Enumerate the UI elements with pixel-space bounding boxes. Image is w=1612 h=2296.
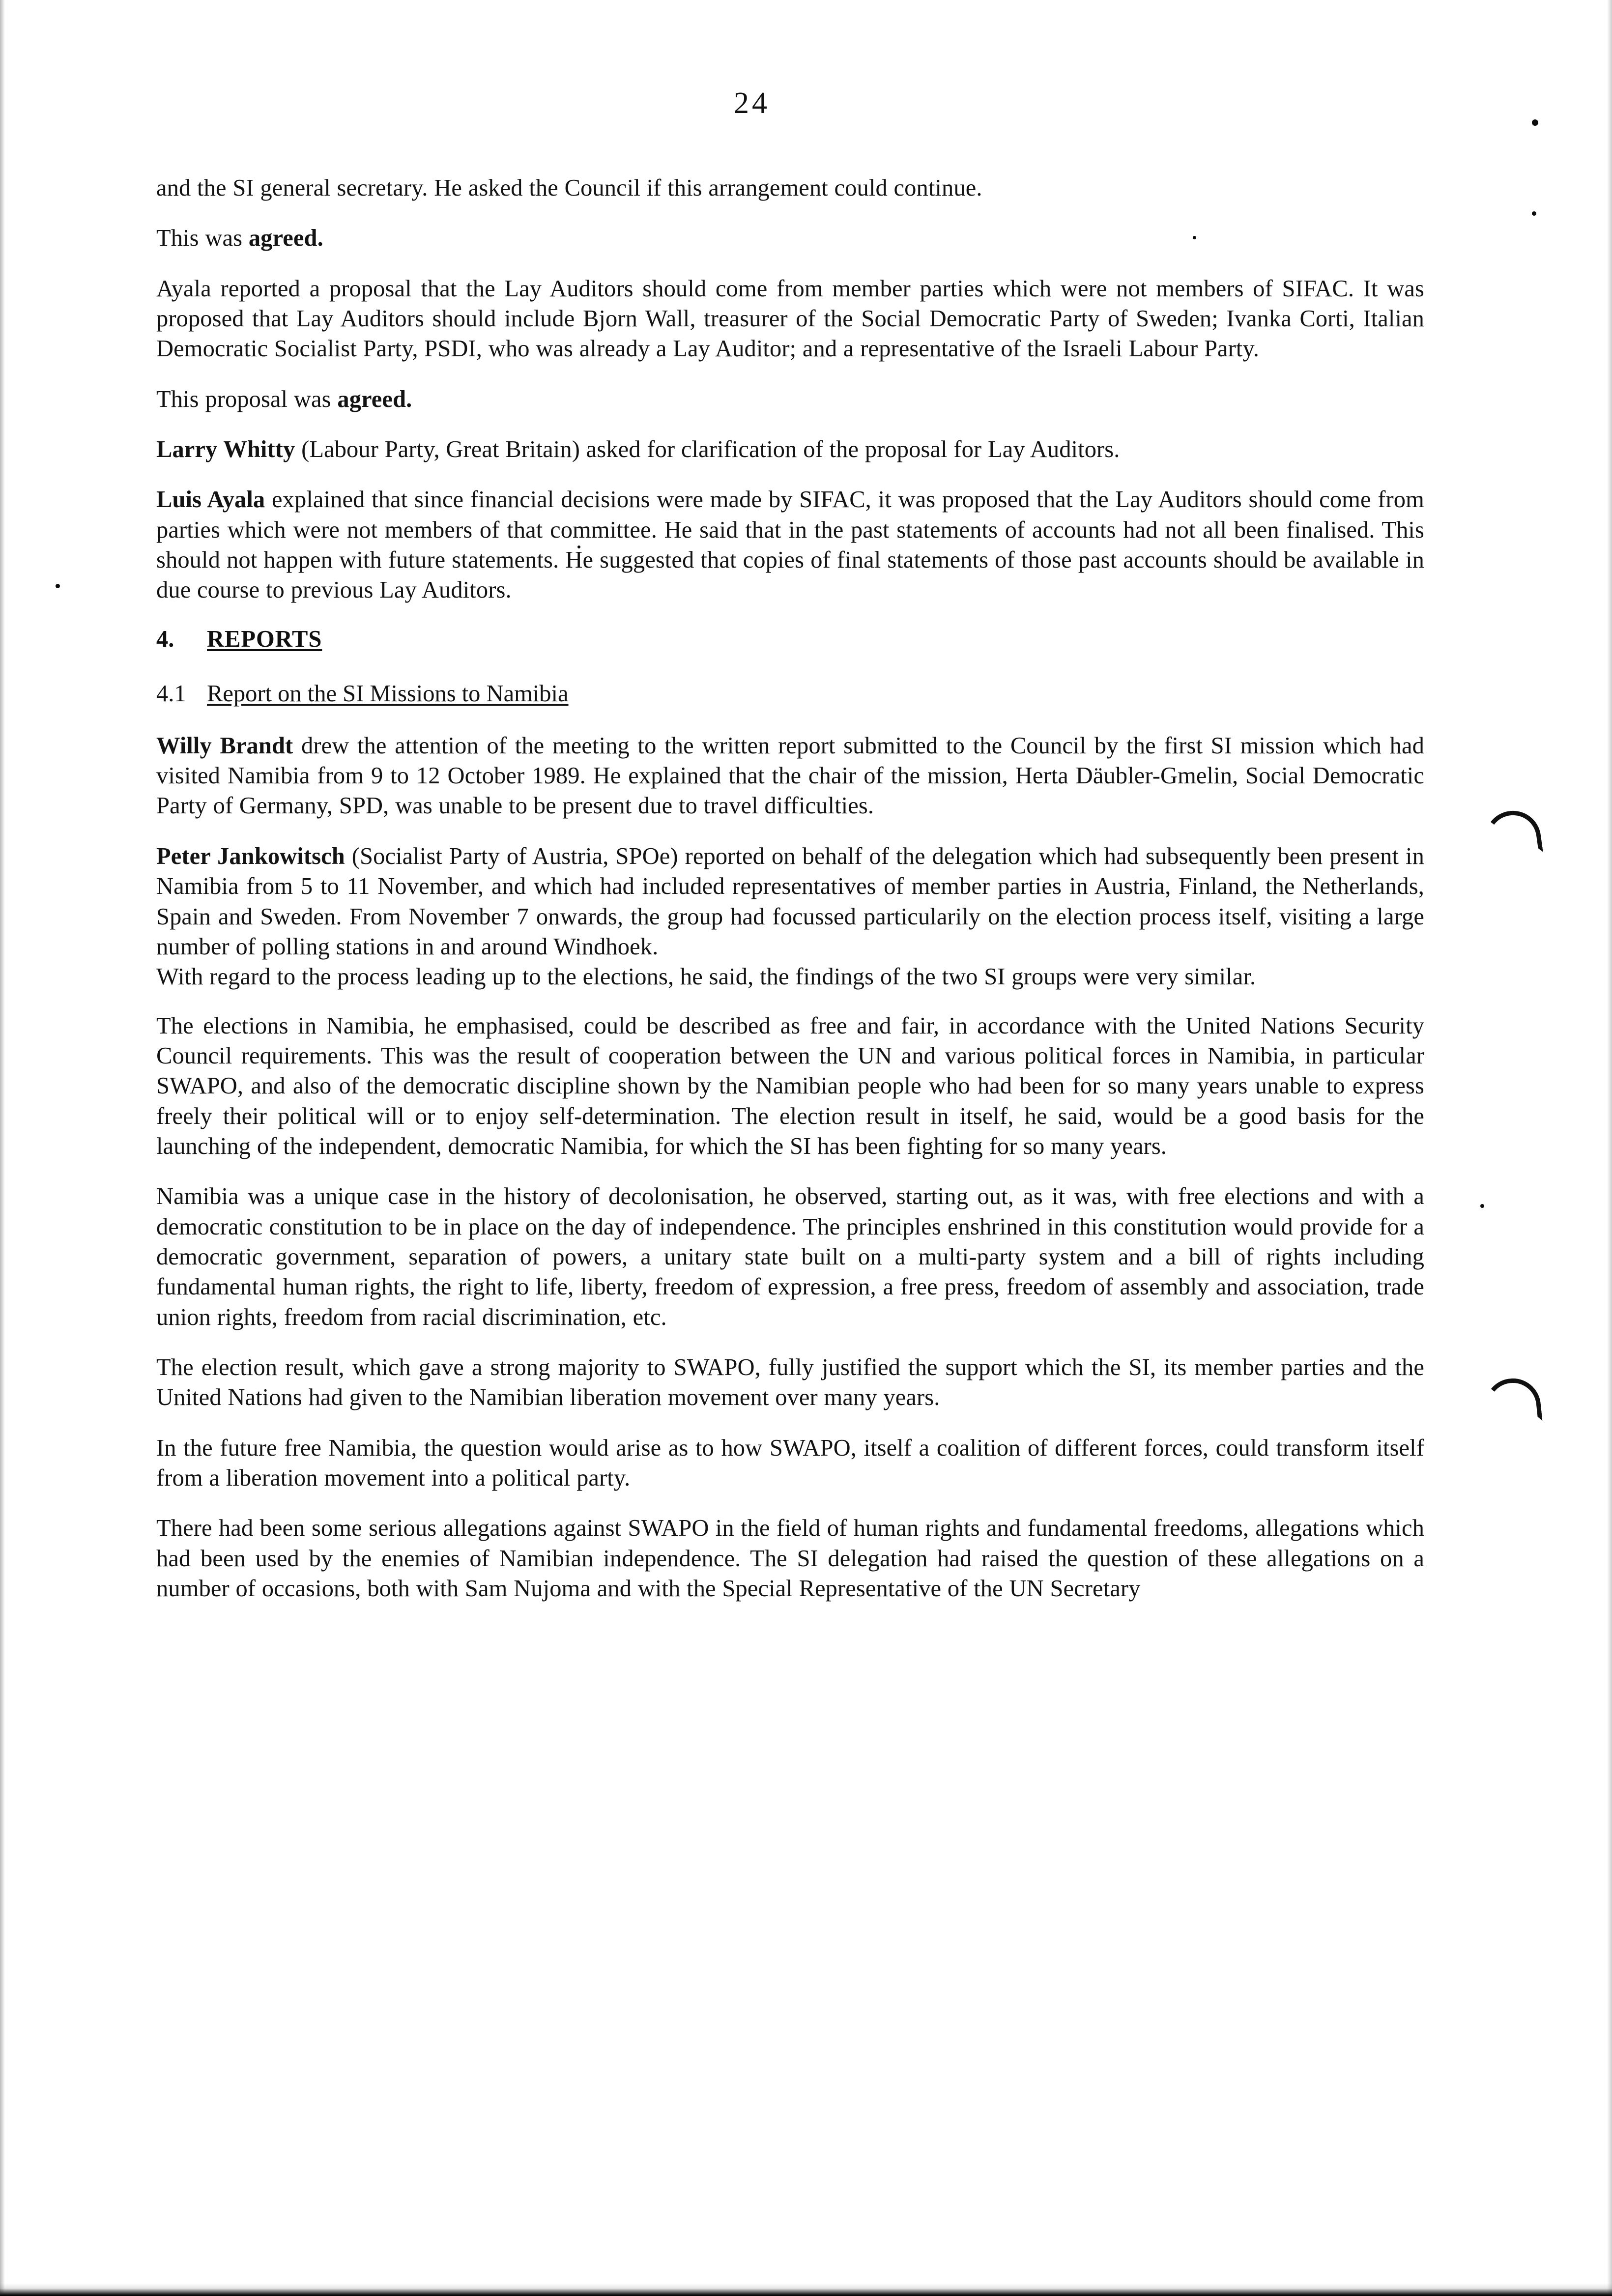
scan-speck	[56, 584, 60, 588]
paragraph-agreed-2	[156, 384, 1424, 414]
paragraph-willy-brandt	[156, 731, 1424, 821]
body-column	[156, 173, 1424, 1624]
luis-ayala-body: explained that since financial decisions were made by SIFAC, it was proposed that the Lay Auditors should come from parties which were not members of that committee. He said that in the past statements of accounts had not all been finalised. This should not happen with future statements. He suggested that copies of final statements of those past accounts should be available in due course to previous Lay Auditors.	[156, 487, 1424, 603]
heading-section-4-1	[156, 680, 1424, 707]
paragraph-elections-free-fair: The elections in Namibia, he emphasised, could be described as free and fair, in accordance with the United Nations Security Council requirements. This was the result of cooperation between the UN and various political forces in Namibia, in particular SWAPO, and also of the democratic discipline shown by the Namibian people who had been for so many years unable to express freely their political will or to enjoy self-determination. The election result in itself, he said, would be a good basis for the launching of the independent, democratic Namibia, for which the SI has been fighting for so many years.	[156, 1012, 1424, 1159]
margin-hook-mark-2	[1482, 1376, 1543, 1426]
paragraph-luis-ayala	[156, 485, 1424, 605]
jankowitsch-body-2: With regard to the process leading up to the elections, he said, the findings of the two SI groups were very similar.	[156, 964, 1256, 990]
speaker-name-luis-ayala: Luis Ayala	[156, 487, 265, 513]
paragraph-arrangement: and the SI general secretary. He asked the Council if this arrangement could continue.	[156, 175, 982, 201]
heading-4-1-number: 4.1	[156, 680, 186, 707]
scan-speck	[1532, 211, 1536, 216]
margin-hook-mark-1	[1481, 807, 1543, 860]
jankowitsch-body: (Socialist Party of Austria, SPOe) reported on behalf of the delegation which had subsequently been present in Namibia from 5 to 11 November, and which had included representatives of member parties in Austria, Finland, the Netherlands, Spain and Sweden. From November 7 onwards, the group had focussed particularily on the election process itself, visiting a large number of polling stations in and around Windhoek.	[156, 843, 1424, 960]
heading-reports-number: 4.	[156, 626, 174, 652]
scan-speck	[1480, 1204, 1484, 1208]
paragraph-larry-whitty	[156, 434, 1424, 464]
agreed-1-bold: agreed.	[248, 225, 323, 252]
agreed-2-lead: This proposal was	[156, 386, 338, 412]
paragraph-election-result: The election result, which gave a strong majority to SWAPO, fully justified the support which the SI, its member parties and the United Nations had given to the Namibian liberation movement over many years.	[156, 1354, 1424, 1411]
speaker-name-peter-jankowitsch: Peter Jankowitsch	[156, 843, 345, 869]
heading-4-1-title: Report on the SI Missions to Namibia	[207, 680, 569, 707]
scan-speck	[1532, 119, 1538, 126]
agreed-1-lead: This was	[156, 225, 249, 252]
brandt-body: drew the attention of the meeting to the written report submitted to the Council by the first SI mission which had visited Namibia from 9 to 12 October 1989. He explained that the chair of the mission, Herta Däubler-Gmelin, Social Democratic Party of Germany, SPD, was unable to be present due to travel difficulties.	[156, 732, 1424, 819]
whitty-body: (Labour Party, Great Britain) asked for clarification of the proposal for Lay Auditors.	[295, 436, 1120, 463]
paragraph-allegations: There had been some serious allegations against SWAPO in the field of human rights and fundamental freedoms, allegations which had been used by the enemies of Namibian independence. The SI delegation had raised the question of these allegations on a number of occasions, both with Sam Nujoma and with the Special Representative of the UN Secretary	[156, 1515, 1424, 1602]
page-number: 24	[734, 86, 770, 120]
paragraph-unique-case: Namibia was a unique case in the history of decolonisation, he observed, starting out, as it was, with free elections and with a democratic constitution to be in place on the day of independence. The principles enshrined in this constitution would provide for a democratic government, separation of powers, a unitary state built on a multi-party system and a bill of rights including fundamental human rights, the right to life, liberty, freedom of expression, a free press, freedom of assembly and association, trade union rights, freedom from racial discrimination, etc.	[156, 1183, 1424, 1330]
paragraph-agreed-1	[156, 223, 1424, 253]
agreed-2-bold: agreed.	[337, 386, 412, 412]
speaker-name-larry-whitty: Larry Whitty	[156, 436, 295, 463]
heading-reports	[156, 626, 1424, 653]
paragraph-ayala-proposal: Ayala reported a proposal that the Lay Auditors should come from member parties which were not members of SIFAC. It was proposed that Lay Auditors should include Bjorn Wall, treasurer of the Social Democratic Party of Sweden; Ivanka Corti, Italian Democratic Socialist Party, PSDI, who was already a Lay Auditor; and a representative of the Israeli Labour Party.	[156, 275, 1424, 362]
speaker-name-willy-brandt: Willy Brandt	[156, 732, 293, 759]
heading-reports-title: REPORTS	[207, 626, 322, 652]
paragraph-future-free-namibia: In the future free Namibia, the question would arise as to how SWAPO, itself a coalition of different forces, could transform itself from a liberation movement into a political party.	[156, 1435, 1424, 1491]
paragraph-peter-jankowitsch	[156, 841, 1424, 992]
